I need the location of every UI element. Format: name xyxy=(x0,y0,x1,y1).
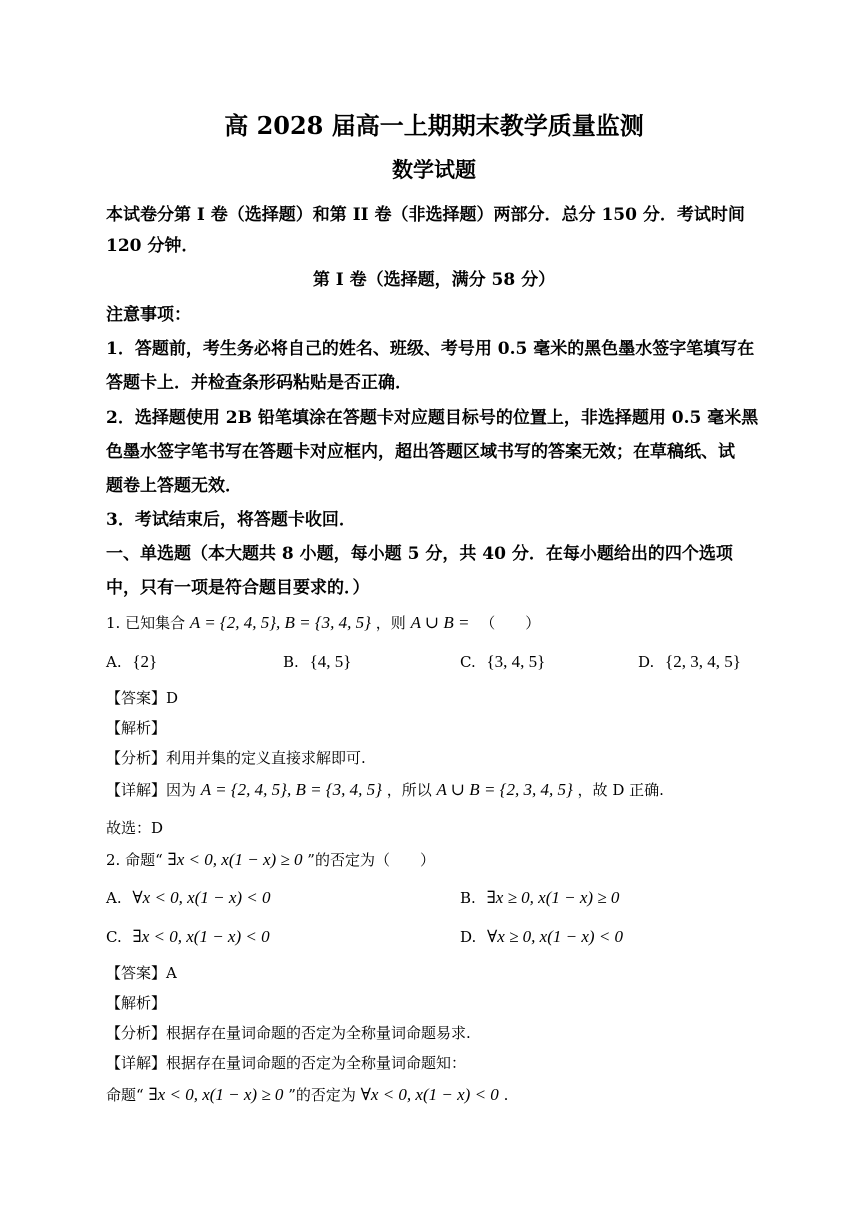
q1-xiangjie-mid: ，所以 xyxy=(386,781,432,799)
q1-xiangjie-suffix: ，故 D 正确. xyxy=(577,781,664,799)
q1-option-d xyxy=(638,652,741,672)
q2-option-b-label: B. xyxy=(460,889,476,907)
q2-final-math2: ∀x < 0, x(1 − x) < 0 xyxy=(360,1085,499,1104)
intro-line-2: 120 分钟． xyxy=(106,236,199,256)
q1-option-a xyxy=(106,652,157,672)
q1-xiangjie-prefix: 【详解】因为 xyxy=(106,781,197,799)
q1-stem-mid: ，则 xyxy=(375,614,406,632)
note-2-line-3: 题卷上答题无效． xyxy=(106,476,242,496)
note-2-line-1: 2．选择题使用 2B 铅笔填涂在答题卡对应题目标号的位置上，非选择题用 0.5 毫米黑 xyxy=(106,408,759,428)
section1-line-2: 中，只有一项是符合题目要求的．） xyxy=(106,578,370,598)
q2-final-math1: ∃x < 0, x(1 − x) ≥ 0 xyxy=(148,1085,284,1104)
q2-option-d xyxy=(460,927,623,947)
q1-option-c-label: C. xyxy=(460,653,476,671)
q2-final-mid: ”的否定为 xyxy=(288,1086,356,1104)
q1-option-d-value: {2, 3, 4, 5} xyxy=(665,652,741,671)
q1-option-b xyxy=(283,652,351,672)
q2-option-d-value: ∀x ≥ 0, x(1 − x) < 0 xyxy=(487,927,624,946)
q1-stem-suffix: （ ） xyxy=(480,614,541,632)
q2-option-b-value: ∃x ≥ 0, x(1 − x) ≥ 0 xyxy=(486,888,620,907)
section1-line-1: 一、单选题（本大题共 8 小题，每小题 5 分，共 40 分．在每小题给出的四个选项 xyxy=(106,544,733,564)
q2-final-suffix: . xyxy=(503,1086,509,1104)
q1-stem-math: A = {2, 4, 5}, B = {3, 4, 5} xyxy=(189,613,371,632)
note-3: 3．考试结束后，将答题卡收回． xyxy=(106,510,356,530)
q1-option-d-label: D. xyxy=(638,653,655,671)
section-title: 第 I 卷（选择题，满分 58 分） xyxy=(312,270,556,290)
q1-option-c xyxy=(460,652,545,672)
q1-stem-prefix: 1. 已知集合 xyxy=(106,614,186,632)
notes-heading: 注意事项： xyxy=(106,305,191,325)
q2-option-a-value: ∀x < 0, x(1 − x) < 0 xyxy=(132,888,271,907)
q2-stem xyxy=(106,849,435,870)
q1-xiangjie xyxy=(106,779,664,800)
q2-option-d-label: D. xyxy=(460,928,477,946)
q1-option-a-value: {2} xyxy=(132,652,158,671)
q2-final xyxy=(106,1084,508,1105)
q2-stem-math: ∃x < 0, x(1 − x) ≥ 0 xyxy=(167,850,303,869)
q1-xiangjie-math1: A = {2, 4, 5}, B = {3, 4, 5} xyxy=(200,780,382,799)
q1-option-a-label: A. xyxy=(106,653,122,671)
q1-stem-math2: A ∪ B = xyxy=(410,613,470,632)
note-1-line-1: 1．答题前，考生务必将自己的姓名、班级、考号用 0.5 毫米的黑色墨水签字笔填写在 xyxy=(106,339,755,359)
q1-option-b-label: B. xyxy=(283,653,299,671)
q2-option-c-label: C. xyxy=(106,928,122,946)
q2-final-prefix: 命题“ xyxy=(106,1086,144,1104)
intro-line-1: 本试卷分第 I 卷（选择题）和第 II 卷（非选择题）两部分．总分 150 分．考试时间 xyxy=(106,205,745,225)
q2-xiangjie: 【详解】根据存在量词命题的否定为全称量词命题知： xyxy=(106,1054,467,1072)
exam-subtitle: 数学试题 xyxy=(392,157,476,182)
q1-xiangjie-math2: A ∪ B = {2, 3, 4, 5} xyxy=(436,780,573,799)
q2-option-b xyxy=(460,888,619,908)
q2-option-a-label: A. xyxy=(106,889,122,907)
exam-title: 高 2028 届高一上期期末教学质量监测 xyxy=(224,111,644,140)
q2-option-a xyxy=(106,888,271,908)
q2-stem-prefix: 2. 命题“ xyxy=(106,851,163,869)
q2-answer: 【答案】A xyxy=(106,964,177,982)
q1-stem xyxy=(106,612,540,633)
q1-answer: 【答案】D xyxy=(106,689,179,707)
q2-fenxi: 【分析】根据存在量词命题的否定为全称量词命题易求. xyxy=(106,1024,471,1042)
q1-choose: 故选：D xyxy=(106,819,164,837)
q2-option-c xyxy=(106,927,270,947)
note-1-line-2: 答题卡上．并检查条形码粘贴是否正确． xyxy=(106,373,412,393)
q1-analysis-tag: 【解析】 xyxy=(106,719,167,737)
note-2-line-2: 色墨水签字笔书写在答题卡对应框内，超出答题区域书写的答案无效；在草稿纸、试 xyxy=(106,442,735,462)
q2-option-c-value: ∃x < 0, x(1 − x) < 0 xyxy=(132,927,270,946)
q1-fenxi: 【分析】利用并集的定义直接求解即可. xyxy=(106,749,366,767)
q1-option-c-value: {3, 4, 5} xyxy=(486,652,546,671)
q1-option-b-value: {4, 5} xyxy=(309,652,352,671)
q2-stem-suffix: ”的否定为（ ） xyxy=(307,851,435,869)
q2-analysis-tag: 【解析】 xyxy=(106,994,167,1012)
